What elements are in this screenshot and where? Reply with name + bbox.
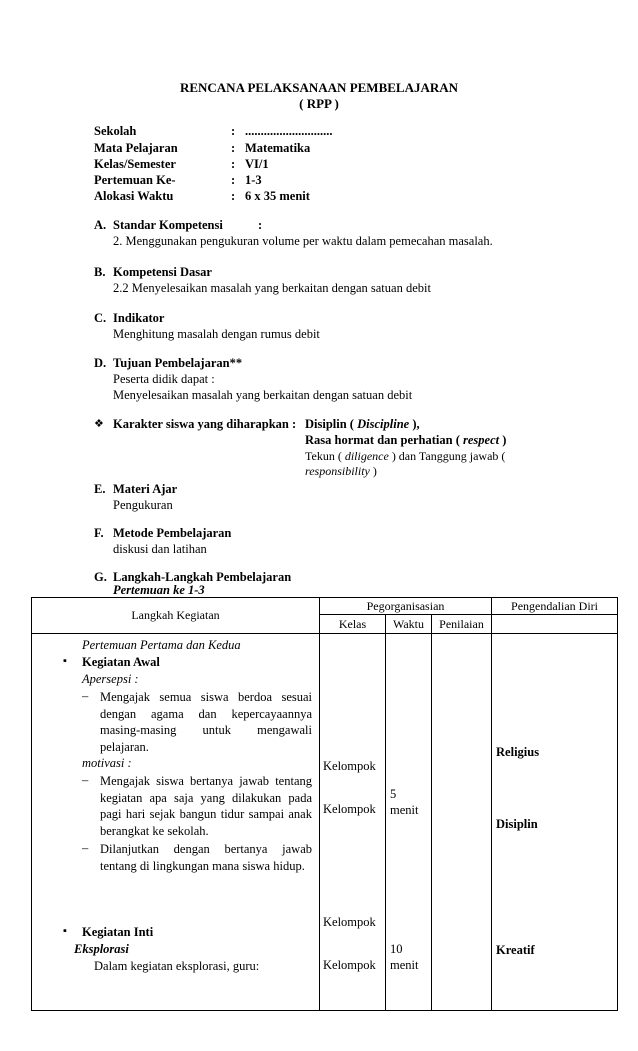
section-b-letter: B. <box>94 265 106 279</box>
waktu-unit: menit <box>390 803 419 817</box>
karakter-line-1: Disiplin ( Discipline ), <box>305 417 420 431</box>
section-c-title: Indikator <box>113 311 165 325</box>
section-d-title: Tujuan Pembelajaran** <box>113 356 243 370</box>
document-subtitle: ( RPP ) <box>299 96 339 111</box>
waktu-cell <box>386 634 432 1011</box>
section-a-letter: A. <box>94 218 107 232</box>
document-title: RENCANA PELAKSANAAN PEMBELAJARAN <box>179 80 459 95</box>
header-kelas: Kelas <box>320 615 386 634</box>
pengendalian-value: Kreatif <box>496 943 535 957</box>
eksplorasi-heading: Eksplorasi <box>74 942 129 956</box>
section-f-letter: F. <box>94 526 104 540</box>
identity-colon: : <box>231 124 236 138</box>
section-g-body: Pertemuan ke 1-3 <box>113 583 205 597</box>
header-pengendalian: Pengendalian Diri <box>492 598 618 615</box>
kegiatan-awal-heading: Kegiatan Awal <box>82 655 160 669</box>
section-a-body: 2. Menggunakan pengukuran volume per waktu dalam pemecahan masalah. <box>113 234 493 248</box>
square-bullet-icon: ▪ <box>63 925 67 937</box>
pengendalian-cell <box>492 634 618 1011</box>
identity-label-mapel: Mata Pelajaran <box>94 141 178 155</box>
kelas-value: Kelompok <box>323 915 376 929</box>
motivasi-label: motivasi : <box>82 756 132 770</box>
section-d-body-1: Peserta didik dapat : <box>113 372 215 386</box>
identity-label-alokasi: Alokasi Waktu <box>94 189 174 203</box>
karakter-line-2: Rasa hormat dan perhatian ( respect ) <box>305 433 507 447</box>
identity-colon: : <box>231 141 236 155</box>
penilaian-cell <box>432 634 492 1011</box>
section-a-colon: : <box>258 218 263 232</box>
identity-value-kelas: VI/1 <box>245 157 269 171</box>
karakter-line-3: Tekun ( diligence ) dan Tanggung jawab ( <box>305 449 506 463</box>
kelas-value: Kelompok <box>323 759 376 773</box>
waktu-unit: menit <box>390 958 419 972</box>
motivasi-item-1: Mengajak siswa bertanya jawab tentang kegiatan apa saja yang dilakukan pada pagi hari sejak bangun tidur sampai anak berangkat ke sekolah. <box>100 774 312 838</box>
section-f-body: diskusi dan latihan <box>113 542 207 556</box>
identity-colon: : <box>231 189 236 203</box>
section-g-title: Langkah-Langkah Pembelajaran <box>113 570 292 584</box>
section-b-body: 2.2 Menyelesaikan masalah yang berkaitan dengan satuan debit <box>113 281 431 295</box>
waktu-number: 5 <box>390 787 397 801</box>
header-waktu: Waktu <box>386 615 432 634</box>
section-b-title: Kompetensi Dasar <box>113 265 212 279</box>
section-d-letter: D. <box>94 356 107 370</box>
section-d-body-2: Menyelesaikan masalah yang berkaitan dengan satuan debit <box>113 388 413 402</box>
identity-colon: : <box>231 157 236 171</box>
identity-value-mapel: Matematika <box>245 141 311 155</box>
kelas-value: Kelompok <box>323 958 376 972</box>
identity-colon: : <box>231 173 236 187</box>
section-a-title: Standar Kompetensi <box>113 218 223 232</box>
pengendalian-value: Religius <box>496 745 540 759</box>
section-e-letter: E. <box>94 482 106 496</box>
identity-value-alokasi: 6 x 35 menit <box>245 189 310 203</box>
section-e-body: Pengukuran <box>113 498 173 512</box>
langkah-cell <box>32 634 320 1011</box>
square-bullet-icon: ▪ <box>63 655 67 667</box>
kelas-cell <box>320 634 386 1011</box>
dash-icon: – <box>82 689 89 703</box>
section-c-letter: C. <box>94 311 107 325</box>
section-f-title: Metode Pembelajaran <box>113 526 232 540</box>
identity-value-pertemuan: 1-3 <box>245 173 262 187</box>
motivasi-item-2: Dilanjutkan dengan bertanya jawab tentang di lingkungan mana siswa hidup. <box>100 842 312 873</box>
missing-glyph-icon <box>60 942 70 954</box>
eksplorasi-body: Dalam kegiatan eksplorasi, guru: <box>94 959 260 973</box>
kelas-value: Kelompok <box>323 802 376 816</box>
section-c-body: Menghitung masalah dengan rumus debit <box>113 327 320 341</box>
waktu-number: 10 <box>390 942 403 956</box>
kegiatan-inti-heading: Kegiatan Inti <box>82 925 154 939</box>
section-g-letter: G. <box>94 570 107 584</box>
apersepsi-label: Apersepsi : <box>82 672 139 686</box>
section-e-title: Materi Ajar <box>113 482 178 496</box>
dash-icon: – <box>82 841 89 855</box>
lesson-steps-table <box>31 597 618 1011</box>
dash-icon: – <box>82 773 89 787</box>
pertemuan-label: Pertemuan Pertama dan Kedua <box>82 638 241 652</box>
identity-label-kelas: Kelas/Semester <box>94 157 176 171</box>
diamond-bullet-icon: ❖ <box>94 418 104 430</box>
header-pengorganisasian: Pegorganisasian <box>320 598 492 615</box>
identity-value-sekolah: ............................ <box>245 124 333 138</box>
karakter-label: Karakter siswa yang diharapkan : <box>113 417 297 431</box>
karakter-line-4: responsibility ) <box>305 464 377 478</box>
identity-label-pertemuan: Pertemuan Ke- <box>94 173 176 187</box>
header-langkah: Langkah Kegiatan <box>32 598 320 634</box>
apersepsi-item: Mengajak semua siswa berdoa sesuai dengan agama dan kepercayaannya masing-masing untuk mengawali pelajaran. <box>100 690 312 754</box>
header-penilaian: Penilaian <box>432 615 492 634</box>
pengendalian-value: Disiplin <box>496 817 538 831</box>
identity-label-sekolah: Sekolah <box>94 124 137 138</box>
header-pengendalian-empty <box>492 615 618 634</box>
